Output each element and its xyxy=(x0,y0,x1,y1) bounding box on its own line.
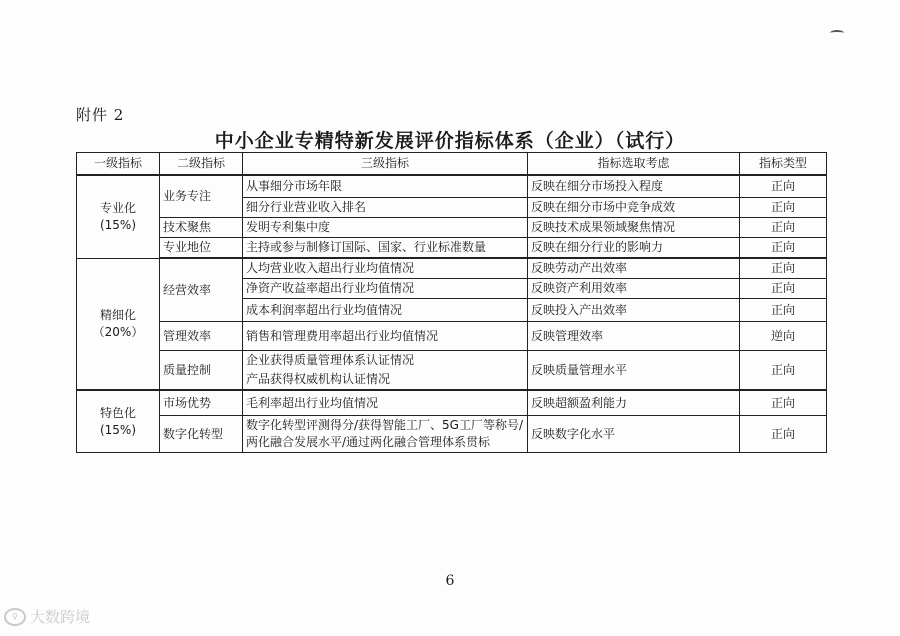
level2-cell: 专业地位 xyxy=(160,238,243,259)
header-indicator-type: 指标类型 xyxy=(740,153,827,176)
level3-cell: 人均营业收入超出行业均值情况 xyxy=(243,258,528,279)
reason-cell: 反映管理效率 xyxy=(528,322,740,351)
level1-cell xyxy=(77,390,160,453)
level3-cell: 数字化转型评测得分/获得智能工厂、5G工厂等称号/两化融合发展水平/通过两化融合管理体系贯标 xyxy=(243,416,528,453)
level3-cell: 发明专利集中度 xyxy=(243,218,528,238)
reason-cell: 反映投入产出效率 xyxy=(528,299,740,322)
table-row xyxy=(77,351,827,371)
level3-cell: 从事细分市场年限 xyxy=(243,175,528,198)
level1-weight: （20%） xyxy=(92,324,144,339)
table-row xyxy=(77,175,827,198)
table-row xyxy=(77,390,827,416)
level2-cell: 经营效率 xyxy=(160,258,243,322)
level1-name: 精细化 xyxy=(99,307,136,322)
reason-cell: 反映技术成果领域聚焦情况 xyxy=(528,218,740,238)
level1-weight: (15%) xyxy=(99,422,137,437)
type-cell: 正向 xyxy=(740,351,827,391)
watermark xyxy=(4,606,90,627)
type-cell: 正向 xyxy=(740,198,827,218)
level1-weight: (15%) xyxy=(99,217,137,232)
level3-cell: 企业获得质量管理体系认证情况 xyxy=(243,351,528,371)
level1-cell xyxy=(77,258,160,390)
level3-cell: 毛利率超出行业均值情况 xyxy=(243,390,528,416)
type-cell: 正向 xyxy=(740,390,827,416)
page-number: 6 xyxy=(445,573,455,589)
level2-cell: 市场优势 xyxy=(160,390,243,416)
reason-cell: 反映劳动产出效率 xyxy=(528,258,740,279)
header-level1: 一级指标 xyxy=(77,153,160,176)
level3-cell: 净资产收益率超出行业均值情况 xyxy=(243,279,528,299)
type-cell: 正向 xyxy=(740,238,827,259)
reason-cell: 反映超额盈利能力 xyxy=(528,390,740,416)
table-row xyxy=(77,258,827,279)
table-row xyxy=(77,322,827,351)
reason-cell: 反映数字化水平 xyxy=(528,416,740,453)
scan-mark xyxy=(830,30,844,36)
reason-cell: 反映在细分市场投入程度 xyxy=(528,175,740,198)
reason-cell: 反映资产利用效率 xyxy=(528,279,740,299)
table-row xyxy=(77,218,827,238)
reason-cell: 反映质量管理水平 xyxy=(528,351,740,391)
level1-name: 特色化 xyxy=(99,405,136,420)
header-selection-reason: 指标选取考虑 xyxy=(528,153,740,176)
type-cell: 正向 xyxy=(740,416,827,453)
level3-cell: 产品获得权威机构认证情况 xyxy=(243,370,528,390)
level1-name: 专业化 xyxy=(99,200,136,215)
level2-cell: 质量控制 xyxy=(160,351,243,391)
table-header-row xyxy=(77,153,827,176)
attachment-label: 附件 2 xyxy=(76,106,125,124)
level2-cell: 数字化转型 xyxy=(160,416,243,453)
type-cell: 正向 xyxy=(740,279,827,299)
level3-cell: 细分行业营业收入排名 xyxy=(243,198,528,218)
watermark-logo-icon: ♀ xyxy=(4,608,26,626)
level3-cell: 销售和管理费用率超出行业均值情况 xyxy=(243,322,528,351)
type-cell: 正向 xyxy=(740,218,827,238)
level3-cell: 主持或参与制修订国际、国家、行业标准数量 xyxy=(243,238,528,259)
type-cell: 正向 xyxy=(740,299,827,322)
reason-cell: 反映在细分行业的影响力 xyxy=(528,238,740,259)
watermark-text: 大数跨境 xyxy=(30,608,91,626)
level3-cell: 成本利润率超出行业均值情况 xyxy=(243,299,528,322)
reason-cell: 反映在细分市场中竞争成效 xyxy=(528,198,740,218)
header-level3: 三级指标 xyxy=(243,153,528,176)
level2-cell: 技术聚焦 xyxy=(160,218,243,238)
evaluation-index-table xyxy=(76,152,827,453)
document-title: 中小企业专精特新发展评价指标体系（企业）（试行） xyxy=(214,130,686,152)
level2-cell: 业务专注 xyxy=(160,175,243,218)
type-cell: 正向 xyxy=(740,258,827,279)
table-row xyxy=(77,416,827,453)
level2-cell: 管理效率 xyxy=(160,322,243,351)
level1-cell xyxy=(77,175,160,258)
header-level2: 二级指标 xyxy=(160,153,243,176)
table-row xyxy=(77,238,827,259)
type-cell: 逆向 xyxy=(740,322,827,351)
type-cell: 正向 xyxy=(740,175,827,198)
